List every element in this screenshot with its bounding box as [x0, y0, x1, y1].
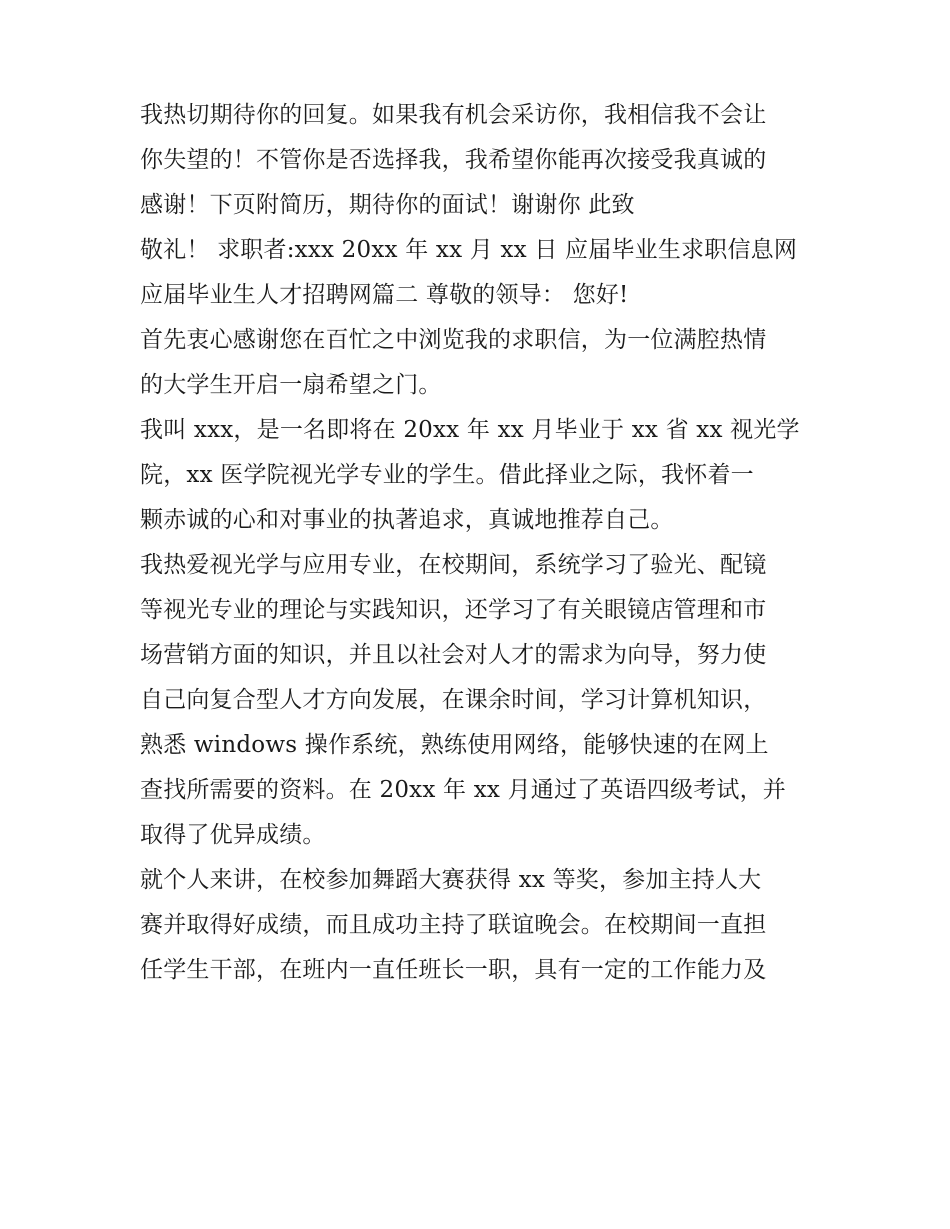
- text-line: 我热爱视光学与应用专业，在校期间，系统学习了验光、配镜: [140, 552, 767, 578]
- text-line: 取得了优异成绩。: [140, 822, 326, 848]
- text-line: 首先衷心感谢您在百忙之中浏览我的求职信，为一位满腔热情: [140, 327, 767, 353]
- text-line: 应届毕业生人才招聘网篇二 尊敬的领导： 您好!: [140, 282, 629, 308]
- text-line: 敬礼！ 求职者:xxx 20xx 年 xx 月 xx 日 应届毕业生求职信息网: [140, 237, 798, 263]
- letter-body: [140, 93, 820, 993]
- text-line: 就个人来讲，在校参加舞蹈大赛获得 xx 等奖，参加主持人大: [140, 867, 762, 893]
- text-line: 等视光专业的理论与实践知识，还学习了有关眼镜店管理和市: [140, 597, 767, 623]
- text-line: 熟悉 windows 操作系统，熟练使用网络，能够快速的在网上: [140, 732, 769, 758]
- text-line: 你失望的！不管你是否选择我，我希望你能再次接受我真诚的: [140, 147, 767, 173]
- text-line: 我热切期待你的回复。如果我有机会采访你，我相信我不会让: [140, 102, 767, 128]
- text-line: 场营销方面的知识，并且以社会对人才的需求为向导，努力使: [140, 642, 767, 668]
- text-line: 院，xx 医学院视光学专业的学生。借此择业之际，我怀着一: [140, 462, 754, 488]
- text-line: 查找所需要的资料。在 20xx 年 xx 月通过了英语四级考试，并: [140, 777, 786, 803]
- text-line: 任学生干部，在班内一直任班长一职，具有一定的工作能力及: [140, 957, 767, 983]
- text-line: 的大学生开启一扇希望之门。: [140, 372, 442, 398]
- text-line: 我叫 xxx，是一名即将在 20xx 年 xx 月毕业于 xx 省 xx 视光学: [140, 417, 800, 443]
- text-line: 赛并取得好成绩，而且成功主持了联谊晚会。在校期间一直担: [140, 912, 767, 938]
- text-line: 颗赤诚的心和对事业的执著追求，真诚地推荐自己。: [140, 507, 674, 533]
- text-line: 感谢！下页附简历，期待你的面试！谢谢你 此致: [140, 192, 635, 218]
- text-line: 自己向复合型人才方向发展，在课余时间，学习计算机知识，: [140, 687, 767, 713]
